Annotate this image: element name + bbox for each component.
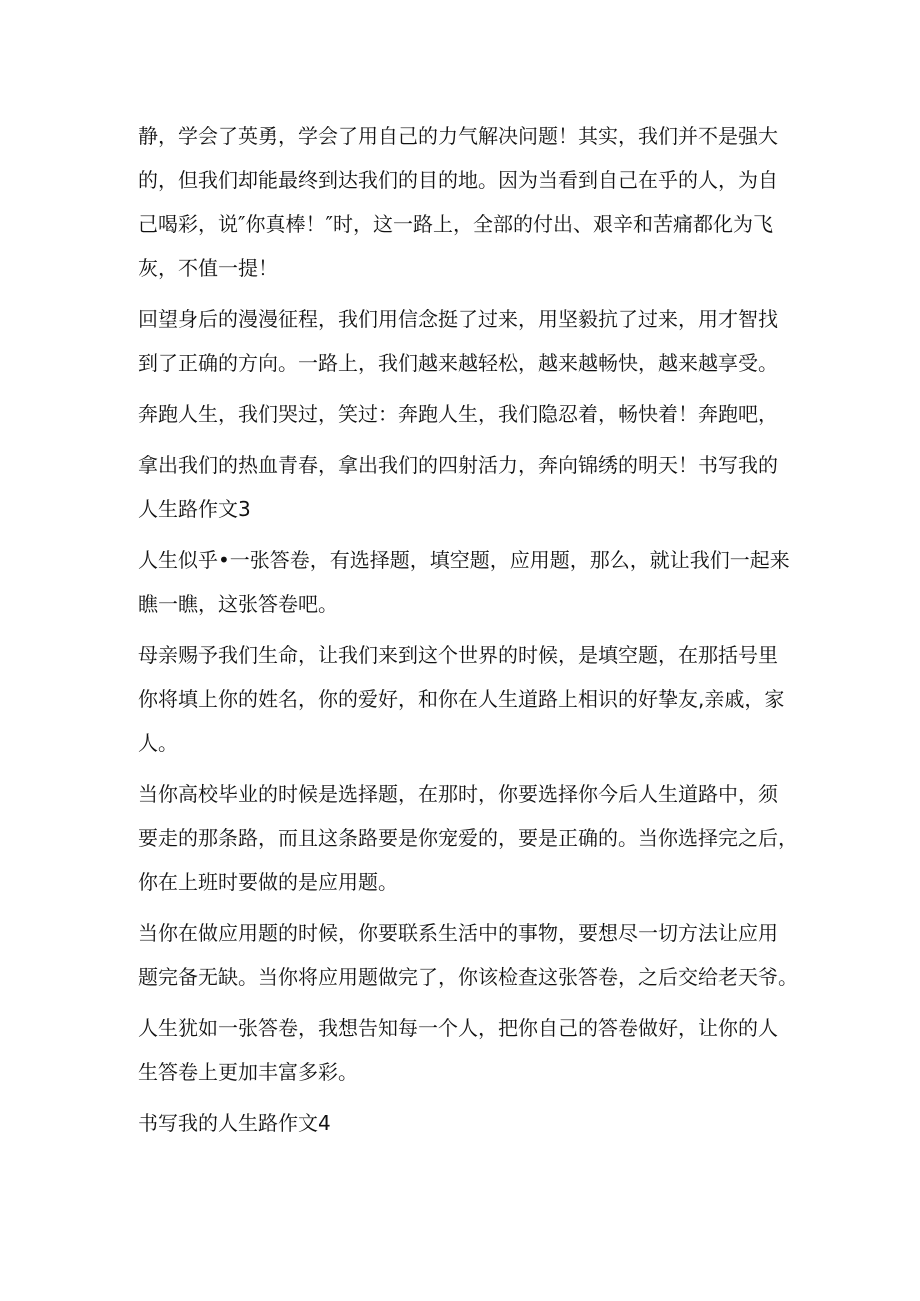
essay-body (138, 114, 798, 1145)
text-line: 灰，不值一提！ (138, 256, 278, 280)
text-line: 题完备无缺。当你将应用题做完了，你该检查这张答卷，之后交给老天爷。 (138, 965, 798, 989)
section-heading: 书写我的人生路作文4 (138, 1111, 331, 1135)
text-line: 回望身后的漫漫征程，我们用信念挺了过来，用坚毅抗了过来，用才智找 (138, 307, 778, 331)
section-heading: 人生路作文3 (138, 497, 251, 521)
text-line: 人生犹如一张答卷，我想告知每一个人，把你自己的答卷做好，让你的人 (138, 1016, 778, 1040)
text-line: 瞧一瞧，这张答卷吧。 (138, 592, 338, 616)
text-line: 的，但我们却能最终到达我们的目的地。因为当看到自己在乎的人，为自 (138, 168, 778, 192)
text-line: 要走的那条路，而且这条路要是你宠爱的，要是正确的。当你选择完之后， (138, 826, 798, 850)
text-line: 人。 (138, 731, 178, 755)
text-line: 静，学会了英勇，学会了用自己的力气解决问题！其实，我们并不是强大 (138, 124, 778, 148)
text-line: 人生似乎•一张答卷，有选择题，填空题，应用题，那么，就让我们一起来 (138, 548, 790, 572)
text-line: 当你在做应用题的时候，你要联系生活中的事物，要想尽一切方法让应用 (138, 921, 778, 945)
text-line: 当你高校毕业的时候是选择题，在那时，你要选择你今后人生道路中，须 (138, 782, 778, 806)
text-line: 到了正确的方向。一路上，我们越来越轻松，越来越畅快，越来越享受。 (138, 351, 778, 375)
text-line: 己喝彩，说″你真棒！″时，这一路上，全部的付出、艰辛和苦痛都化为飞 (138, 212, 773, 236)
text-line: 母亲赐予我们生命，让我们来到这个世界的时候，是填空题，在那括号里 (138, 643, 778, 667)
text-line: 你将填上你的姓名，你的爱好，和你在人生道路上相识的好挚友,亲戚，家 (138, 687, 785, 711)
text-line: 拿出我们的热血青春，拿出我们的四射活力，奔向锦绣的明天！书写我的 (138, 453, 778, 477)
text-line: 生答卷上更加丰富多彩。 (138, 1060, 358, 1084)
text-line: 你在上班时要做的是应用题。 (138, 870, 398, 894)
text-line: 奔跑人生，我们哭过，笑过：奔跑人生，我们隐忍着，畅快着！奔跑吧， (138, 402, 778, 426)
